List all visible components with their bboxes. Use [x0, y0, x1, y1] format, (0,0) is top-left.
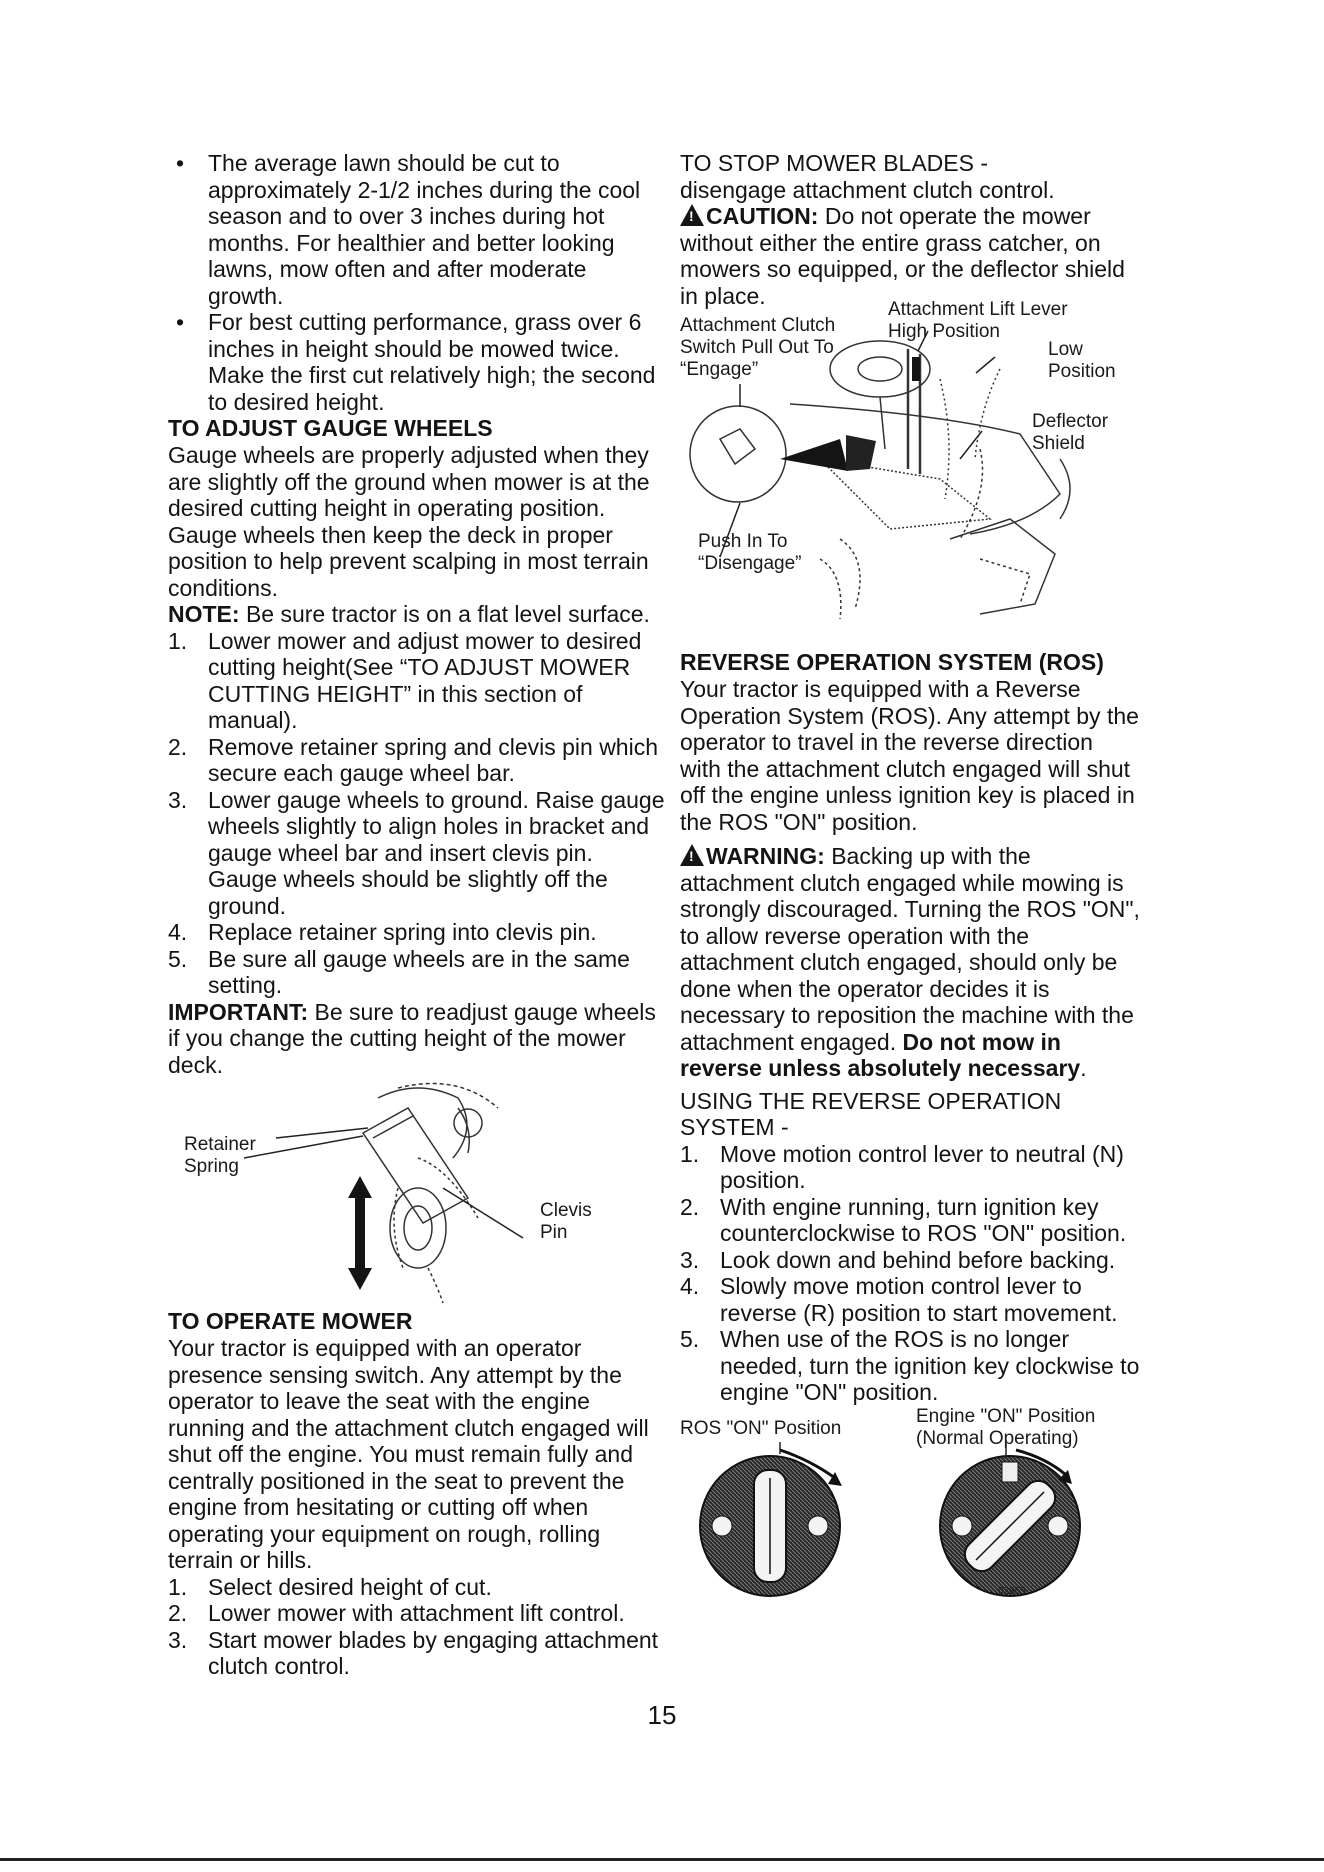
warning-paragraph: !WARNING: Backing up with the attachment clutch engaged while mowing is strongly discouraged. Turning the ROS "ON", to allow reverse operation with the attachment clutch engaged, should only be done when the operator decides it is necessary to reposition the machine with the attachment engaged. Do not mow in reverse unless absolutely necessary. [680, 843, 1140, 1082]
retainer-label: Retainer [184, 1134, 256, 1155]
clevis-label: Clevis [540, 1200, 592, 1221]
left-column [168, 150, 666, 1680]
high-position-label: High Position [888, 321, 1000, 342]
normal-operating-label: (Normal Operating) [916, 1427, 1079, 1449]
deflector-label: Deflector [1032, 411, 1109, 432]
ignition-key-figure [680, 1406, 1140, 1606]
spring-label: Spring [184, 1156, 239, 1177]
using-ros-steps-list [680, 1141, 1140, 1406]
note-paragraph: NOTE: Be sure tractor is on a flat level surface. [168, 601, 650, 627]
ros-heading: REVERSE OPERATION SYSTEM (ROS) [680, 649, 1104, 675]
figure-code-label: 02855 [998, 1585, 1026, 1597]
low-label: Low [1048, 339, 1083, 360]
stop-blades-heading: TO STOP MOWER BLADES - [680, 150, 989, 176]
list-item: 1. Select desired height of cut. [168, 1573, 492, 1600]
list-item: 1. Lower mower and adjust mower to desired cutting height(See “TO ADJUST MOWER CUTTING HEIGHT” in this section of manual). [168, 627, 642, 733]
caution-paragraph: !CAUTION: Do not operate the mower without either the entire grass catcher, on mowers so equipped, or the deflector shield in place. [680, 203, 1140, 309]
disengage-label: “Disengage” [698, 553, 802, 574]
engine-on-label: Engine "ON" Position [916, 1405, 1096, 1427]
list-item: 3. Lower gauge wheels to ground. Raise gauge wheels slightly to align holes in bracket and gauge wheel bar and insert clevis pin. Gauge wheels should be slightly off the ground. [168, 786, 665, 919]
warning-triangle-icon [680, 844, 704, 866]
ros-on-label: ROS "ON" Position [680, 1417, 842, 1439]
list-item: 2. With engine running, turn ignition key counterclockwise to ROS "ON" position. [680, 1193, 1127, 1246]
bottom-border [0, 1858, 1324, 1861]
list-item: 3. Look down and behind before backing. [680, 1246, 1116, 1273]
position-label: Position [1048, 361, 1116, 382]
clutch-figure [680, 299, 1140, 649]
operate-mower-heading: TO OPERATE MOWER [168, 1308, 413, 1334]
right-column [680, 150, 1140, 1606]
warning-triangle-icon [680, 204, 704, 226]
list-item: 2. Remove retainer spring and clevis pin which secure each gauge wheel bar. [168, 733, 658, 786]
stop-blades-text: disengage attachment clutch control. [680, 176, 1055, 203]
important-paragraph: IMPORTANT: Be sure to readjust gauge wheels if you change the cutting height of the mower deck. [168, 998, 656, 1078]
list-item: 1. Move motion control lever to neutral (N) position. [680, 1140, 1124, 1193]
gauge-steps-list [168, 628, 666, 999]
lift-lever-label: Attachment Lift Lever [888, 299, 1068, 320]
list-item: 4. Replace retainer spring into clevis pin. [168, 919, 597, 945]
push-in-label: Push In To [698, 531, 788, 552]
gauge-wheel-figure [168, 1078, 666, 1308]
shield-label: Shield [1032, 433, 1085, 454]
gauge-wheel-illustration [168, 1078, 666, 1308]
list-item: 5. When use of the ROS is no longer needed, turn the ignition key clockwise to engine "ON" position. [680, 1326, 1140, 1405]
pin-label: Pin [540, 1222, 568, 1243]
operate-steps-list [168, 1574, 666, 1680]
bullet-item: • The average lawn should be cut to approximately 2-1/2 inches during the cool season and to over 3 inches during hot months. For healthier and better looking lawns, mow often and after moderate growth. [176, 150, 641, 309]
gauge-wheels-paragraph: Gauge wheels are properly adjusted when they are slightly off the ground when mower is at the desired cutting height in operating position. Gauge wheels then keep the deck in proper position to help prevent scalping in most terrain conditions. [168, 442, 650, 601]
clutch-label-line1: Attachment Clutch [680, 315, 836, 336]
list-item: 3. Start mower blades by engaging attachment clutch control. [168, 1626, 659, 1679]
list-item: 2. Lower mower with attachment lift control. [168, 1600, 625, 1626]
list-item: 5. Be sure all gauge wheels are in the same setting. [168, 945, 630, 998]
clutch-label-line2: Switch Pull Out To [680, 337, 834, 358]
clutch-label-line3: “Engage” [680, 359, 759, 380]
ros-paragraph: Your tractor is equipped with a Reverse Operation System (ROS). Any attempt by the operator to travel in the reverse direction with the attachment clutch engaged will shut off the engine unless ignition key is placed in the ROS "ON" position. [680, 676, 1139, 835]
page-number: 15 [647, 1700, 677, 1730]
bullet-item: • For best cutting performance, grass over 6 inches in height should be mowed twice. Make the first cut relatively high; the second to desired height. [176, 309, 656, 415]
using-ros-heading: USING THE REVERSE OPERATION SYSTEM - [680, 1087, 1062, 1140]
gauge-wheels-heading: TO ADJUST GAUGE WHEELS [168, 415, 493, 441]
list-item: 4. Slowly move motion control lever to reverse (R) position to start movement. [680, 1273, 1118, 1326]
operate-mower-paragraph: Your tractor is equipped with an operator presence sensing switch. Any attempt by the operator to leave the seat with the engine running and the attachment clutch engaged will shut off the engine. You must remain fully and centrally positioned in the seat to prevent the engine from hesitating or cutting off when operating your equipment on rough, rolling terrain or hills. [168, 1335, 649, 1573]
